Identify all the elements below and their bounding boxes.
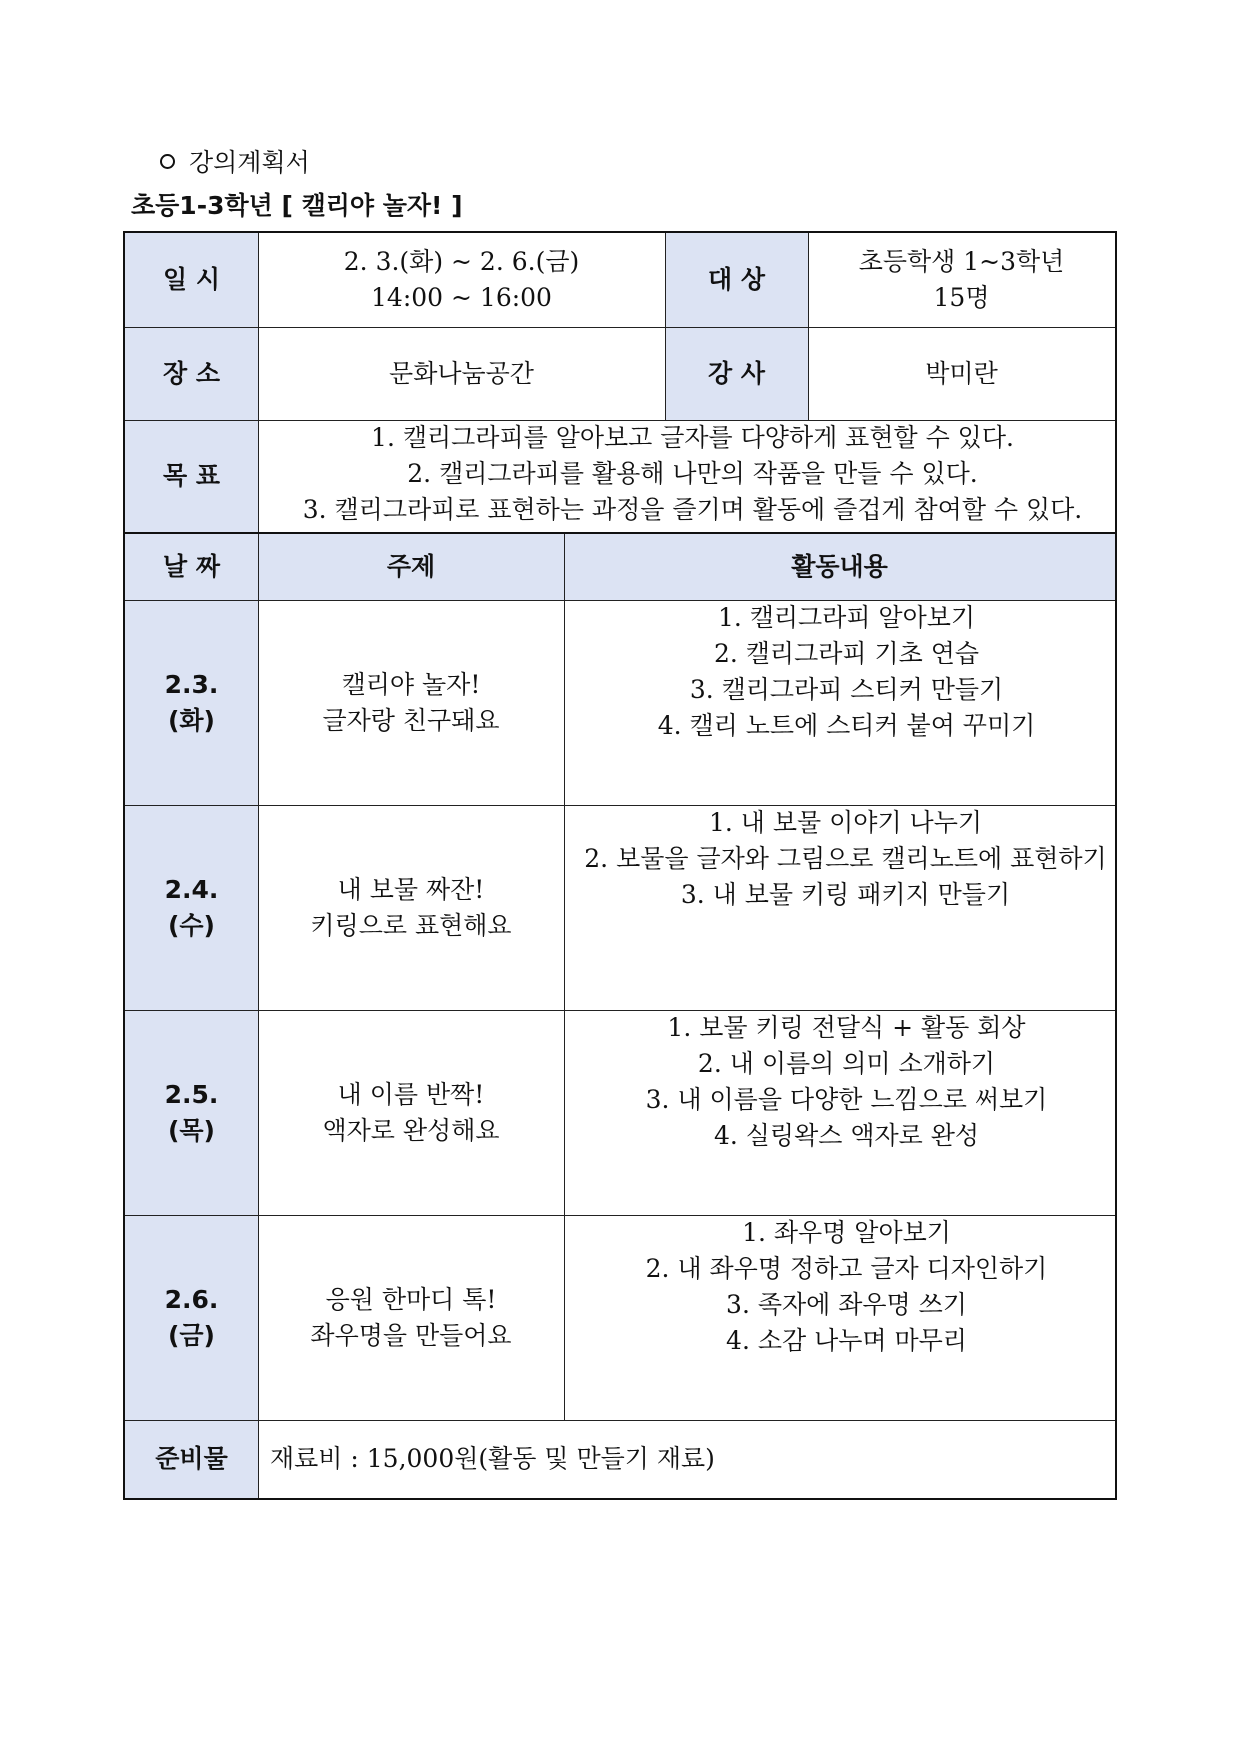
goal-item: 2. 캘리그라피를 활용해 나만의 작품을 만들 수 있다. <box>407 459 978 488</box>
goal-list <box>258 420 1115 532</box>
row-date: 2.5. <box>164 1079 219 1109</box>
row-day: (수) <box>167 910 215 940</box>
schedule-row-topic <box>258 600 564 805</box>
row-date: 2.3. <box>164 669 219 699</box>
activity-item: 2. 내 이름의 의미 소개하기 <box>697 1049 996 1078</box>
activity-item: 4. 캘리 노트에 스티커 붙여 꾸미기 <box>657 711 1036 740</box>
date-label: 일 시 <box>125 233 258 327</box>
schedule-row-date <box>125 1010 258 1215</box>
date-value <box>258 233 665 327</box>
schedule-row-topic <box>258 1215 564 1420</box>
activity-item: 3. 족자에 좌우명 쓰기 <box>726 1290 967 1319</box>
schedule-row-date <box>125 1215 258 1420</box>
activity-item: 4. 소감 나누며 마무리 <box>726 1326 967 1355</box>
activity-item: 1. 좌우명 알아보기 <box>742 1218 951 1247</box>
document-heading <box>160 143 310 179</box>
schedule-row-topic <box>258 805 564 1010</box>
topic-line: 캘리야 놀자! <box>341 669 481 699</box>
activity-item: 4. 실링왁스 액자로 완성 <box>713 1121 980 1150</box>
header-activity: 활동내용 <box>564 534 1115 600</box>
row-date: 2.6. <box>164 1284 219 1314</box>
target-value <box>808 233 1115 327</box>
row-day: (화) <box>167 705 215 735</box>
target-line-1: 초등학생 1~3학년 <box>858 247 1065 276</box>
target-line-2: 15명 <box>933 283 990 312</box>
activity-item: 2. 보물을 글자와 그림으로 캘리노트에 표현하기 <box>584 844 1107 873</box>
header-date: 날 짜 <box>125 534 258 600</box>
materials-value: 재료비 : 15,000원(활동 및 만들기 재료) <box>270 1444 715 1473</box>
topic-line: 좌우명을 만들어요 <box>310 1320 512 1350</box>
topic-line: 내 이름 반짝! <box>337 1079 485 1109</box>
goal-item: 1. 캘리그라피를 알아보고 글자를 다양하게 표현할 수 있다. <box>371 423 1014 452</box>
materials-label: 준비물 <box>125 1420 258 1498</box>
schedule-row-date <box>125 600 258 805</box>
place-label: 장 소 <box>125 327 258 420</box>
topic-line: 글자랑 친구돼요 <box>322 705 500 735</box>
topic-line: 응원 한마디 톡! <box>325 1284 497 1314</box>
date-range: 2. 3.(화) ~ 2. 6.(금) <box>343 247 580 276</box>
activity-item: 2. 내 좌우명 정하고 글자 디자인하기 <box>645 1254 1048 1283</box>
schedule-row-topic <box>258 1010 564 1215</box>
teacher-value: 박미란 <box>925 358 998 388</box>
course-title: 초등1-3학년 [ 캘리야 놀자! ] <box>131 191 463 220</box>
place-value: 문화나눔공간 <box>389 358 534 388</box>
activity-item: 1. 내 보물 이야기 나누기 <box>709 808 982 837</box>
teacher-label: 강 사 <box>665 327 808 420</box>
activity-item: 3. 내 이름을 다양한 느낌으로 써보기 <box>645 1085 1048 1114</box>
schedule-row-date <box>125 805 258 1010</box>
topic-line: 키링으로 표현해요 <box>310 910 512 940</box>
time-range: 14:00 ~ 16:00 <box>371 283 552 312</box>
row-date: 2.4. <box>164 874 219 904</box>
schedule-table <box>123 532 1117 1500</box>
schedule-row-activities <box>564 600 1115 805</box>
target-label: 대 상 <box>665 233 808 327</box>
schedule-row-activities <box>564 805 1115 1010</box>
activity-item: 1. 보물 키링 전달식 + 활동 회상 <box>667 1013 1026 1042</box>
topic-line: 액자로 완성해요 <box>322 1115 500 1145</box>
activity-item: 3. 내 보물 키링 패키지 만들기 <box>680 880 1011 909</box>
topic-line: 내 보물 짜잔! <box>337 874 485 904</box>
row-day: (금) <box>167 1320 215 1350</box>
activity-item: 2. 캘리그라피 기초 연습 <box>713 639 980 668</box>
activity-item: 3. 캘리그라피 스티커 만들기 <box>689 675 1004 704</box>
goal-label: 목 표 <box>125 420 258 532</box>
heading-text: 강의계획서 <box>189 148 310 177</box>
header-topic: 주제 <box>258 534 564 600</box>
activity-item: 1. 캘리그라피 알아보기 <box>717 603 976 632</box>
goal-item: 3. 캘리그라피로 표현하는 과정을 즐기며 활동에 즐겁게 참여할 수 있다. <box>302 495 1083 524</box>
row-day: (목) <box>167 1115 215 1145</box>
schedule-row-activities <box>564 1010 1115 1215</box>
schedule-row-activities <box>564 1215 1115 1420</box>
circle-bullet-icon <box>160 154 175 169</box>
info-table <box>123 231 1117 534</box>
